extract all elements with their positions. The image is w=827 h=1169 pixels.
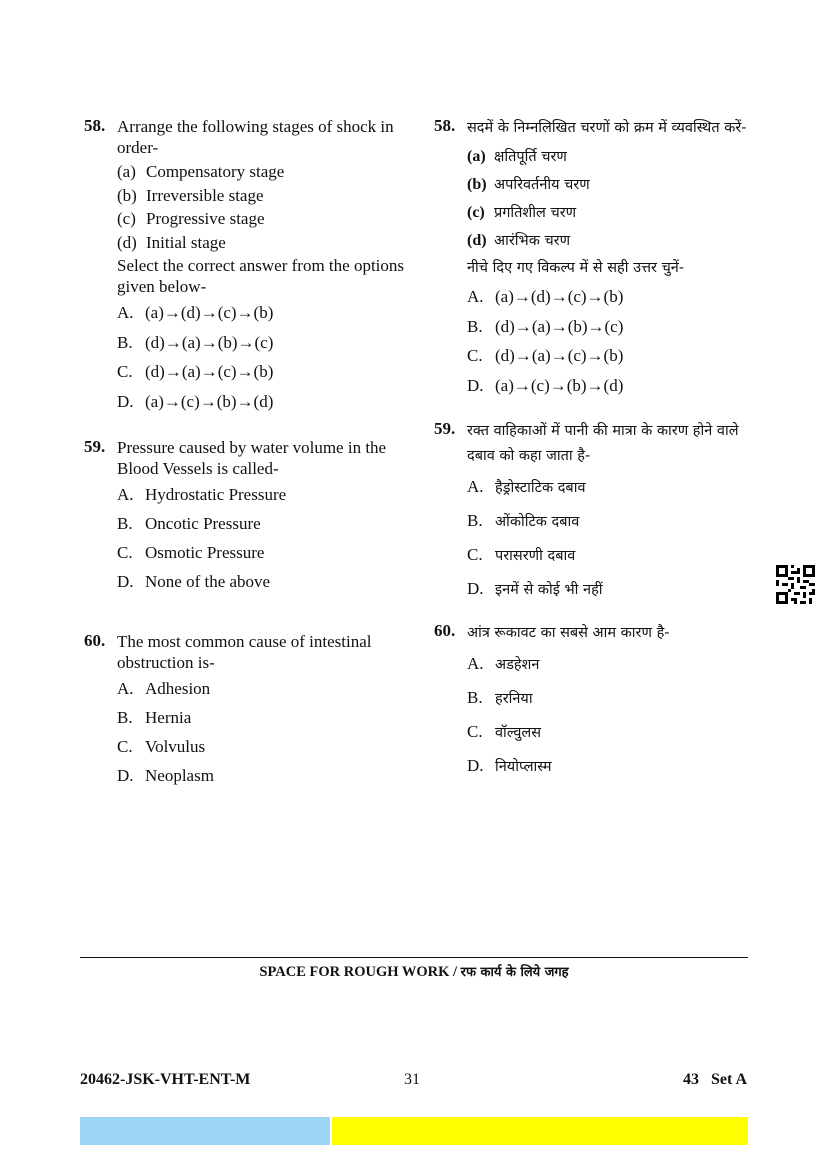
list-item: (c) Progressive stage	[117, 209, 265, 228]
list-item: (c) प्रगतिशील चरण	[467, 204, 577, 221]
question-number: 59.	[434, 419, 456, 438]
question-stem: रक्त वाहिकाओं में पानी की मात्रा के कारण होने वाले दबाव को कहा जाता है-	[467, 423, 739, 464]
question-number: 60.	[84, 631, 106, 650]
instruction: नीचे दिए गए विकल्प में से सही उत्तर चुनें-	[467, 260, 685, 276]
answer-option-a[interactable]: A. अडहेशन	[467, 654, 540, 673]
qr-code-icon	[776, 565, 815, 604]
english-column	[84, 116, 404, 795]
question-stem: Arrange the following stages of shock in order-	[117, 117, 394, 157]
list-item: (b) अपरिवर्तनीय चरण	[467, 176, 590, 193]
question-60-en	[84, 631, 404, 795]
instruction: Select the correct answer from the options given below-	[117, 256, 405, 296]
answer-option-d[interactable]: D. (a)→(c)→(b)→(d)	[117, 391, 274, 411]
question-stem: आंत्र रूकावट का सबसे आम कारण है-	[467, 625, 670, 641]
answer-option-d[interactable]: D. None of the above	[117, 572, 271, 591]
color-bar-right	[332, 1117, 748, 1145]
paper-code: 20462-JSK-VHT-ENT-M	[80, 1071, 251, 1088]
list-item: (d) Initial stage	[117, 232, 226, 252]
question-58-hi	[434, 116, 754, 405]
answer-option-c[interactable]: C. (d)→(a)→(c)→(b)	[467, 346, 624, 365]
divider	[80, 957, 748, 958]
question-number: 58.	[434, 116, 456, 135]
answer-option-b[interactable]: B. (d)→(a)→(b)→(c)	[117, 332, 274, 352]
question-58-en	[84, 116, 404, 421]
question-60-hi	[434, 621, 754, 790]
question-59-en	[84, 437, 404, 601]
question-number: 58.	[84, 116, 106, 135]
answer-option-c[interactable]: C. Osmotic Pressure	[117, 543, 265, 562]
answer-option-a[interactable]: A. (a)→(d)→(c)→(b)	[467, 287, 624, 306]
question-number: 59.	[84, 437, 106, 456]
answer-option-c[interactable]: C. वॉल्वुलस	[467, 722, 542, 741]
color-bar-left	[80, 1117, 330, 1145]
set-label: 43 Set A	[683, 1071, 747, 1088]
question-stem: सदमें के निम्नलिखित चरणों को क्रम में व्यवस्थित करें-	[467, 120, 747, 136]
list-item: (a) Compensatory stage	[117, 162, 285, 181]
answer-option-a[interactable]: A. हैड्रोस्टाटिक दबाव	[467, 477, 586, 496]
answer-option-b[interactable]: B. ओंकोटिक दबाव	[467, 511, 580, 530]
answer-option-d[interactable]: D. नियोप्लास्म	[467, 756, 552, 775]
answer-option-c[interactable]: C. (d)→(a)→(c)→(b)	[117, 362, 274, 381]
list-item: (b) Irreversible stage	[117, 185, 264, 205]
answer-option-c[interactable]: C. Volvulus	[117, 737, 206, 756]
hindi-column	[434, 116, 754, 790]
list-item: (d) आरंभिक चरण	[467, 232, 571, 249]
answer-option-a[interactable]: A. (a)→(d)→(c)→(b)	[117, 303, 274, 322]
answer-option-d[interactable]: D. Neoplasm	[117, 766, 214, 785]
question-stem: The most common cause of intestinal obstruction is-	[117, 632, 372, 672]
question-59-hi	[434, 419, 754, 613]
rough-work-label: SPACE FOR ROUGH WORK / रफ कार्य के लिये जगह	[259, 964, 569, 980]
answer-option-a[interactable]: A. Hydrostatic Pressure	[117, 485, 287, 504]
answer-option-b[interactable]: B. Oncotic Pressure	[117, 514, 261, 533]
answer-option-d[interactable]: D. इनमें से कोई भी नहीं	[467, 579, 603, 598]
answer-option-a[interactable]: A. Adhesion	[117, 679, 211, 698]
page-number: 31	[404, 1071, 420, 1088]
list-item: (a) क्षतिपूर्ति चरण	[467, 148, 567, 165]
answer-option-c[interactable]: C. परासरणी दबाव	[467, 545, 576, 564]
answer-option-b[interactable]: B. (d)→(a)→(b)→(c)	[467, 316, 624, 336]
question-number: 60.	[434, 621, 456, 640]
answer-option-b[interactable]: B. हरनिया	[467, 688, 533, 707]
answer-option-d[interactable]: D. (a)→(c)→(b)→(d)	[467, 375, 624, 395]
question-stem: Pressure caused by water volume in the Blood Vessels is called-	[117, 438, 387, 478]
answer-option-b[interactable]: B. Hernia	[117, 708, 192, 727]
